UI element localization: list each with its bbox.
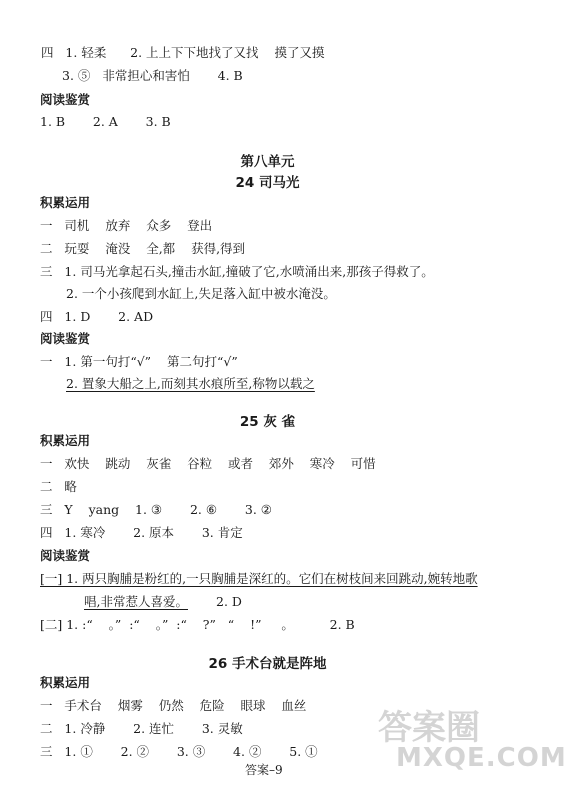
lesson-24-reading-q1: 一 1. 第一句打“√” 第二句打“√” — [40, 354, 238, 369]
lesson-24-reading-heading: 阅读鉴赏 — [40, 331, 91, 346]
lesson-25-reading-heading: 阅读鉴赏 — [40, 548, 91, 563]
lesson-24-accumulation-heading: 积累运用 — [40, 195, 91, 210]
lesson-25-q1: 一 欢快 跳动 灰雀 谷粒 或者 郊外 寒冷 可惜 — [40, 456, 376, 471]
lesson-25-accumulation-heading: 积累运用 — [40, 433, 91, 448]
lesson-25-title: 25 灰 雀 — [239, 414, 296, 430]
lesson-24-q4: 四 1. D 2. AD — [40, 309, 154, 324]
lesson-24-title: 24 司马光 — [235, 175, 300, 191]
lesson-24-q1: 一 司机 放弃 众多 登出 — [40, 218, 213, 233]
q4-answer-line: 四 1. 轻柔 2. 上上下下地找了又找 摸了又摸 — [41, 45, 325, 60]
lesson-24-q3: 三 1. 司马光拿起石头,撞击水缸,撞破了它,水喷涌出来,那孩子得救了。 — [40, 264, 434, 279]
lesson-25-reading-part1-cont: 唱,非常惹人喜爱。 — [84, 594, 188, 609]
watermark-url: MXQE.COM — [396, 743, 567, 773]
lesson-26-title: 26 手术台就是阵地 — [208, 656, 327, 672]
lesson-26-q3: 三 1. ① 2. ② 3. ③ 4. ② 5. ① — [40, 744, 318, 759]
lesson-24-q3-2: 2. 一个小孩爬到水缸上,失足落入缸中被水淹没。 — [66, 286, 336, 301]
page-footer: 答案–9 — [245, 763, 283, 777]
unit-heading: 第八单元 — [240, 154, 295, 170]
reading-heading: 阅读鉴赏 — [40, 92, 91, 107]
watermark-logo: 答案圈 — [378, 708, 480, 748]
lesson-24-reading-q2: 2. 置象大船之上,而刻其水痕所至,称物以载之 — [66, 376, 315, 391]
lesson-26-accumulation-heading: 积累运用 — [40, 675, 91, 690]
lesson-25-reading-part1: [一] 1. 两只胸脯是粉红的,一只胸脯是深红的。它们在树枝间来回跳动,婉转地歌 — [40, 571, 478, 586]
lesson-26-q2: 二 1. 冷静 2. 连忙 3. 灵敏 — [40, 721, 243, 736]
lesson-25-q4: 四 1. 寒冷 2. 原本 3. 肯定 — [40, 525, 243, 540]
lesson-25-q2: 二 略 — [40, 479, 77, 494]
reading-answers: 1. B 2. A 3. B — [40, 114, 171, 129]
lesson-24-q2: 二 玩耍 淹没 全,都 获得,得到 — [40, 241, 246, 256]
q4-answer-line-2: 3. ⑤ 非常担心和害怕 4. B — [62, 68, 243, 83]
lesson-25-reading-part2: [二] 1. :“ 。” :“ 。” :“ ?” “ !” 。 2. B — [40, 617, 355, 632]
lesson-25-reading-part1-q2: 2. D — [216, 594, 242, 609]
lesson-26-q1: 一 手术台 烟雾 仍然 危险 眼球 血丝 — [40, 698, 307, 713]
lesson-25-q3: 三 Y yang 1. ③ 2. ⑥ 3. ② — [40, 502, 272, 517]
